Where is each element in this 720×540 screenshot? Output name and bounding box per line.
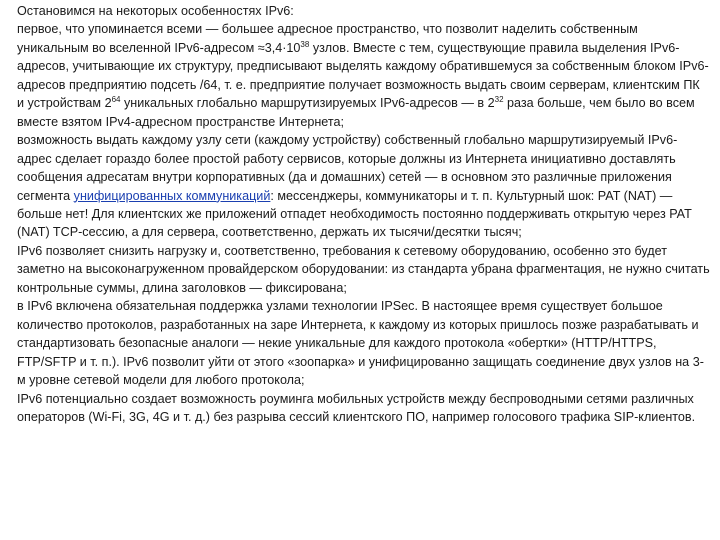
- unified-communications-link[interactable]: унифицированных коммуникаций: [73, 188, 271, 203]
- paragraph-global-addressing-part-a: возможность выдать каждому узлу сети (каждому устройству) собственный глобально маршрутизируемый IPv6-адрес сделает гораздо более простой работу сервисов, которые должны из Интернета инициативно доставлять сообщения адресатам внутри корпоративных (да и домашних) сетей — в основном это различные приложения сегмента: [17, 133, 678, 203]
- paragraph-address-space-part-a: первое, что упоминается всеми — большее адресное пространство, что позволит наделить собственным уникальным во вселенной IPv6-адресом ≈3,4·10: [17, 22, 638, 55]
- paragraph-address-space: [17, 20, 710, 131]
- exponent-32: 32: [494, 95, 504, 105]
- paragraph-roaming-text: IPv6 потенциально создает возможность роуминга мобильных устройств между беспроводными сетями различных операторов (Wi-Fi, 3G, 4G и т. д.) без разрыва сессий клиентского ПО, например голосового трафика SIP-клиентов.: [17, 391, 696, 424]
- intro-line: [17, 2, 710, 20]
- paragraph-network-load: [17, 242, 710, 297]
- paragraph-address-space-part-c: уникальных глобально маршрутизируемых IPv6-адресов — в 2: [120, 96, 495, 111]
- paragraph-network-load-text: IPv6 позволяет снизить нагрузку и, соответственно, требования к сетевому оборудованию, особенно это будет заметно на высоконагруженном провайдерском оборудовании: из стандарта убрана фрагментация, не нужно считать контрольные суммы, длина заголовков — фиксирована;: [17, 243, 710, 295]
- intro-text: Остановимся на некоторых особенностях IPv6:: [17, 4, 294, 18]
- paragraph-roaming: [17, 390, 710, 427]
- exponent-64: 64: [111, 95, 121, 105]
- paragraph-address-space-part-b: узлов. Вместе с тем, существующие правила выделения IPv6-адресов, учитывающие их структуру, предписывают выделять каждому обратившемуся за собственным блоком IPv6-адресов предприятию подсеть /64, т. е. предприятие получает возможность выдать своим серверам, клиентским ПК и устройствам 2: [17, 40, 709, 111]
- paragraph-ipsec: [17, 297, 710, 389]
- paragraph-global-addressing: [17, 131, 710, 242]
- paragraph-address-space-part-d: раза больше, чем было во всем вместе взятом IPv4-адресном пространстве Интернета;: [17, 96, 695, 129]
- exponent-38: 38: [300, 39, 310, 49]
- paragraph-ipsec-text: в IPv6 включена обязательная поддержка узлами технологии IPSec. В настоящее время существует большое количество протоколов, разработанных на заре Интернета, к каждому из которых пришлось позже разрабатывать и стандартизовать безопасные аналоги — некие уникальные для каждого протокола «обертки» (HTTP/HTTPS, FTP/SFTP и т. п.). IPv6 позволит уйти от этого «зоопарка» и унифицированно защищать соединение двух узлов на 3-м уровне сетевой модели для любого протокола;: [17, 299, 704, 388]
- paragraph-global-addressing-part-b: : мессенджеры, коммуникаторы и т. п. Культурный шок: PAT (NAT) — больше нет! Для клиентских же приложений отпадет необходимость постоянно поддерживать открытую через PAT (NAT) TCP-сессию, а для сервера, соответственно, держать их тысячи/десятки тысяч;: [17, 188, 692, 240]
